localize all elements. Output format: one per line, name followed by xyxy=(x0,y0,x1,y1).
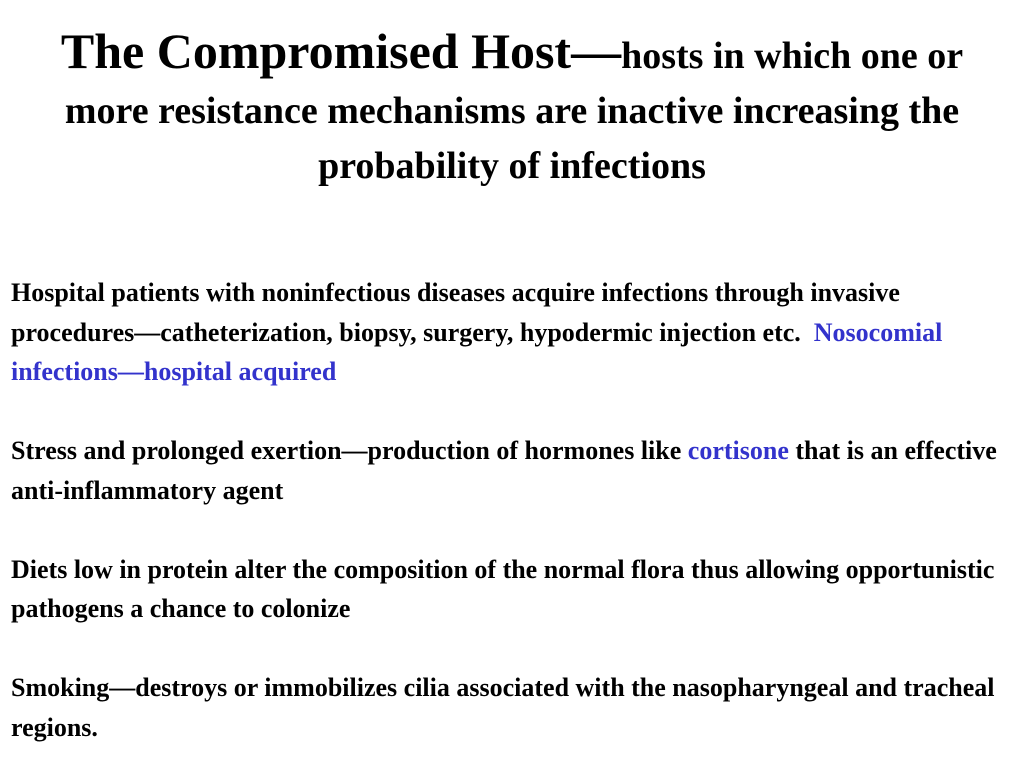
paragraph-nosocomial xyxy=(11,273,1016,392)
slide-body xyxy=(11,273,1016,747)
paragraph-text: Stress and prolonged exertion—production of hormones like xyxy=(11,436,688,465)
paragraph-smoking xyxy=(11,668,1016,747)
paragraph-after: that is an effective anti-inflammatory agent xyxy=(11,436,997,505)
paragraph-text: Hospital patients with noninfectious diseases acquire infections through invasive procedures—catheterization, biopsy, surgery, hypodermic injection etc. xyxy=(11,278,900,347)
paragraph-text: Smoking—destroys or immobilizes cilia associated with the nasopharyngeal and tracheal regions. xyxy=(11,673,995,742)
slide-title xyxy=(60,24,964,194)
paragraph-text: Diets low in protein alter the composition of the normal flora thus allowing opportunistic pathogens a chance to colonize xyxy=(11,554,995,623)
title-main: The Compromised Host— xyxy=(60,23,622,79)
paragraph-stress xyxy=(11,431,1016,510)
nosocomial-highlight: Nosocomial infections—hospital acquired xyxy=(11,317,943,386)
paragraph-diet xyxy=(11,550,1016,629)
title-subtitle: hosts in which one or more resistance mechanisms are inactive increasing the probability of infections xyxy=(64,35,964,187)
cortisone-highlight: cortisone xyxy=(687,436,789,465)
